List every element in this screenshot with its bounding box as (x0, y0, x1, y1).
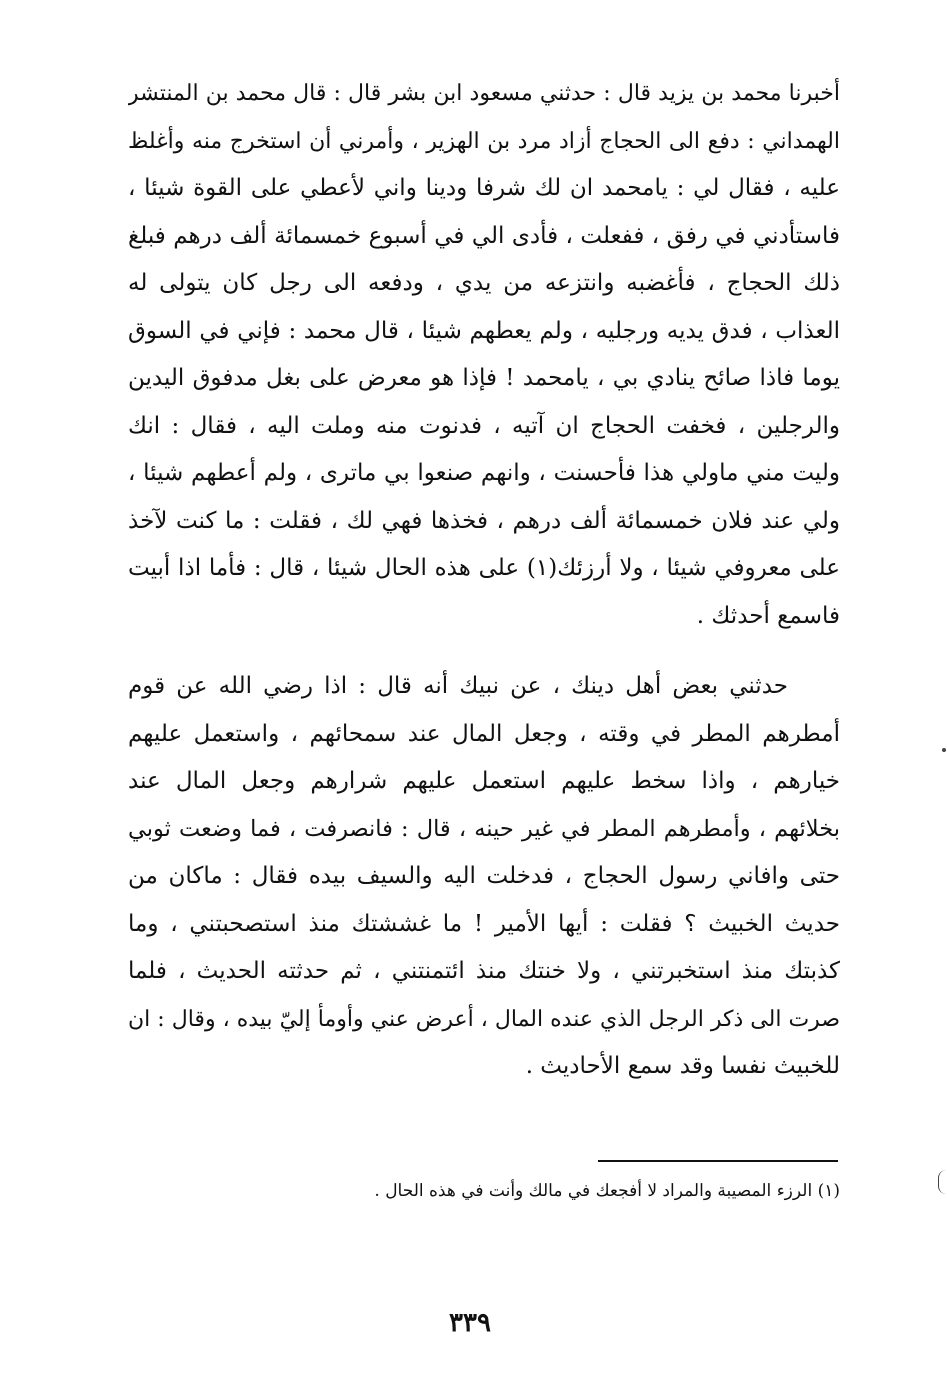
footnote-divider (598, 1160, 838, 1162)
footnote: (١) الرزء المصيبة والمراد لا أفجعك في مالك وأنت في هذه الحال . (374, 1181, 840, 1201)
text-line: فاسمع أحدثك . (696, 602, 840, 629)
paragraph-two (128, 663, 840, 1091)
text-line: حتى وافاني رسول الحجاج ، فدخلت اليه والسيف بيده فقال : ماكان من (128, 863, 840, 889)
text-line: العذاب ، فدق يديه ورجليه ، ولم يعطهم شيئا ، قال محمد : فإني في السوق (128, 317, 840, 344)
text-line: بخلائهم ، وأمطرهم المطر في غير حينه ، قال : فانصرفت ، فما وضعت ثوبي (128, 815, 840, 842)
text-line: ولي عند فلان خمسمائة ألف درهم ، فخذها فهي لك ، فقلت : ما كنت لآخذ (128, 507, 840, 534)
text-line: أخبرنا محمد بن يزيد قال : حدثني مسعود ابن بشر قال : قال محمد بن المنتشر (128, 81, 840, 106)
text-line: والرجلين ، فخفت الحجاج ان آتيه ، فدنوت منه وملت اليه ، فقال : انك (128, 412, 840, 439)
text-line: على معروفي شيئا ، ولا أرزئك(١) على هذه الحال شيئا ، قال : فأما اذا أبيت (128, 555, 840, 581)
text-line: حدثني بعض أهل دينك ، عن نبيك أنه قال : اذا رضي الله عن قوم (128, 673, 788, 699)
text-line: كذبتك منذ استخبرتني ، ولا خنتك منذ ائتمنتني ، ثم حدثته الحديث ، فلما (128, 958, 840, 984)
paragraph-one (128, 70, 840, 640)
scan-margin-mark (938, 1170, 947, 1194)
text-line: ذلك الحجاج ، فأغضبه وانتزعه من يدي ، ودفعه الى رجل كان يتولى له (128, 270, 840, 296)
text-line: خيارهم ، واذا سخط عليهم استعمل عليهم شرارهم وجعل المال عند (128, 768, 840, 794)
text-line: وليت مني ماولي هذا فأحسنت ، وانهم صنعوا بي ماترى ، ولم أعطهم شيئا ، (128, 460, 840, 486)
text-line: للخبيث نفسا وقد سمع الأحاديث . (525, 1053, 840, 1079)
text-line: حديث الخبيث ؟ فقلت : أيها الأمير ! ما غششتك منذ استصحبتني ، وما (128, 910, 840, 937)
text-line: يوما فاذا صائح ينادي بي ، يامحمد ! فإذا هو معرض على بغل مدفوق اليدين (128, 365, 840, 391)
text-line: الهمداني : دفع الى الحجاج أزاد مرد بن الهزير ، وأمرني أن استخرج منه وأغلظ (128, 128, 840, 154)
text-line: عليه ، فقال لي : يامحمد ان لك شرفا ودينا واني لأعطي على القوة شيئا ، (128, 175, 840, 201)
scan-speck (942, 748, 946, 752)
text-line: أمطرهم المطر في وقته ، وجعل المال عند سمحائهم ، واستعمل عليهم (128, 720, 840, 747)
text-line: صرت الى ذكر الرجل الذي عنده المال ، أعرض عني وأومأ إليّ بيده ، وقال : ان (128, 1006, 840, 1032)
text-line: فاستأدني في رفق ، ففعلت ، فأدى الي في أسبوع خمسمائة ألف درهم فبلغ (128, 222, 840, 249)
page-number: ٣٣٩ (449, 1308, 491, 1338)
